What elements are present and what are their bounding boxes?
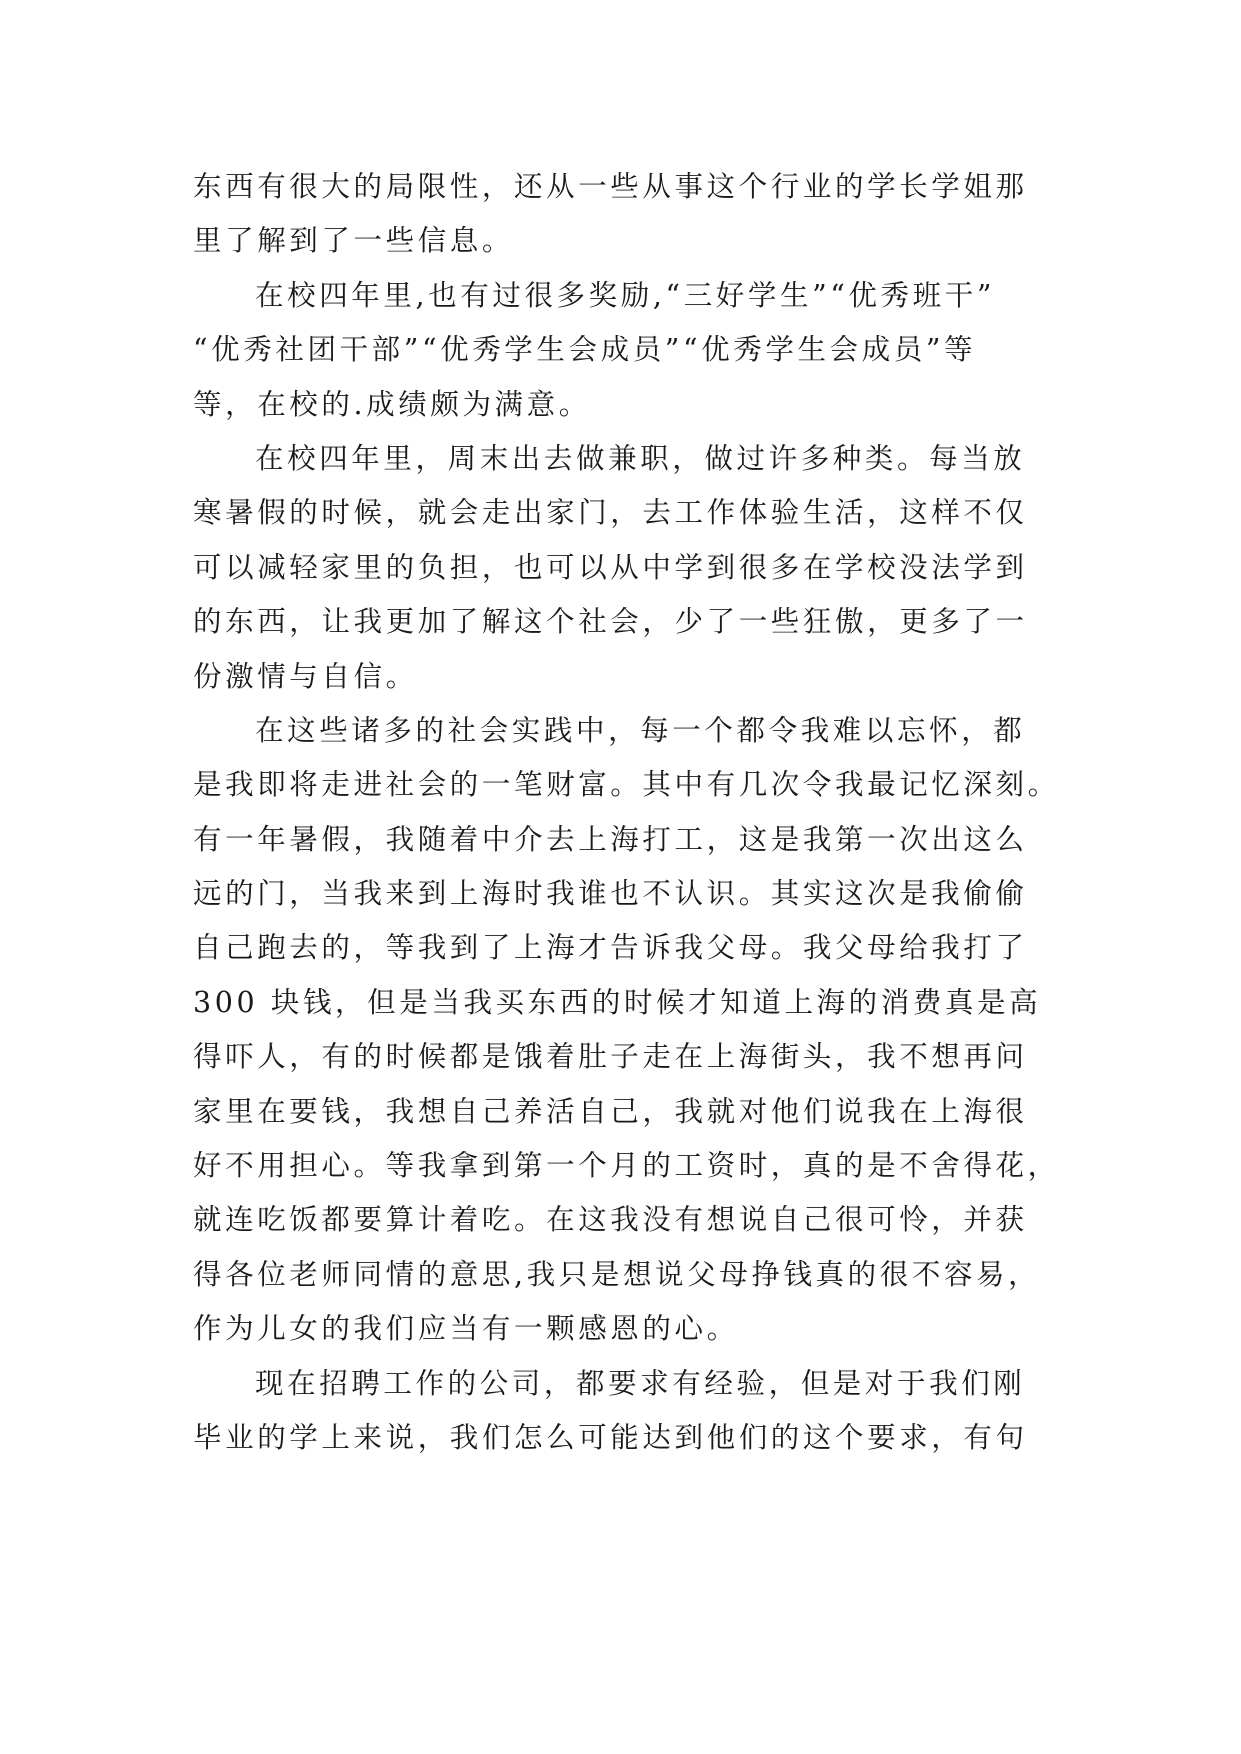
text-line: 好不用担心。等我拿到第一个月的工资时，真的是不舍得花，: [193, 1149, 1060, 1183]
text-line: 等，在校的.成绩颇为满意。: [193, 387, 591, 421]
paragraph-start-line: 在校四年里,也有过很多奖励,“三好学生”“优秀班干”: [255, 278, 996, 312]
text-line: 家里在要钱，我想自己养活自己，我就对他们说我在上海很: [193, 1094, 1028, 1128]
text-line: 自己跑去的，等我到了上海才告诉我父母。我父母给我打了: [193, 931, 1028, 965]
text-line: 有一年暑假，我随着中介去上海打工，这是我第一次出这么: [193, 822, 1028, 856]
paragraph-start-line: 在校四年里，周末出去做兼职，做过许多种类。每当放: [255, 441, 1026, 475]
text-line: 得吓人，有的时候都是饿着肚子走在上海街头，我不想再问: [193, 1040, 1028, 1074]
text-line: 得各位老师同情的意思,我只是想说父母挣钱真的很不容易，: [193, 1257, 1041, 1291]
text-line: 份激情与自信。: [193, 659, 418, 693]
text-line: 远的门，当我来到上海时我谁也不认识。其实这次是我偷偷: [193, 877, 1028, 911]
text-line: 300 块钱，但是当我买东西的时候才知道上海的消费真是高: [193, 985, 1042, 1019]
text-line: 作为儿女的我们应当有一颗感恩的心。: [193, 1312, 739, 1346]
text-line: 可以减轻家里的负担，也可以从中学到很多在学校没法学到: [193, 550, 1028, 584]
text-line: 就连吃饭都要算计着吃。在这我没有想说自己很可怜，并获: [193, 1203, 1028, 1237]
text-line: 是我即将走进社会的一笔财富。其中有几次令我最记忆深刻。: [193, 768, 1060, 802]
text-line: 寒暑假的时候，就会走出家门，去工作体验生活，这样不仅: [193, 496, 1028, 530]
body-text: [193, 160, 1093, 1465]
text-line: 毕业的学上来说，我们怎么可能达到他们的这个要求，有句: [193, 1420, 1028, 1454]
text-line: “优秀社团干部”“优秀学生会成员”“优秀学生会成员”等: [193, 333, 977, 367]
paragraph-start-line: 现在招聘工作的公司，都要求有经验，但是对于我们刚: [255, 1366, 1026, 1400]
text-line: 东西有很大的局限性，还从一些从事这个行业的学长学姐那: [193, 170, 1028, 203]
text-line: 的东西，让我更加了解这个社会，少了一些狂傲，更多了一: [193, 605, 1028, 639]
text-line: 里了解到了一些信息。: [193, 224, 515, 258]
paragraph-start-line: 在这些诸多的社会实践中，每一个都令我难以忘怀，都: [255, 713, 1026, 747]
